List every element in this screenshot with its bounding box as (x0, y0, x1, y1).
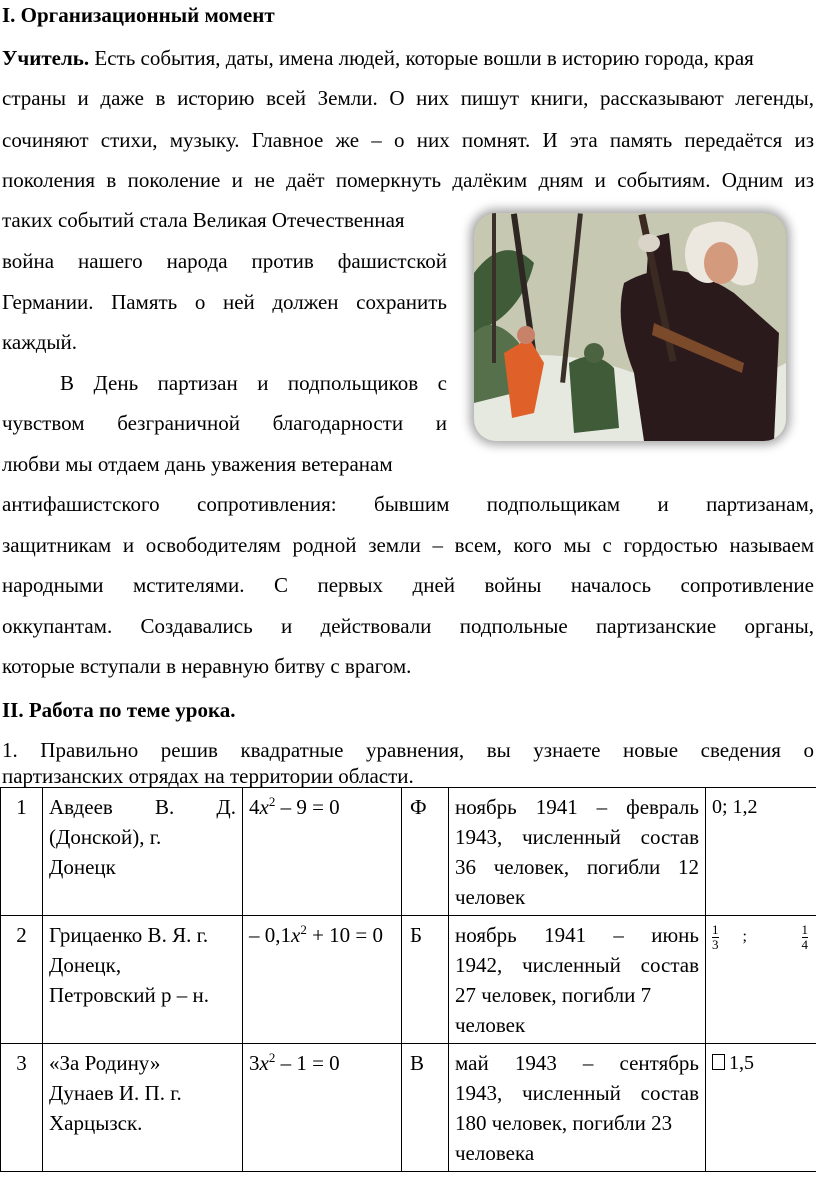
info-line: 1943, численный состав (455, 825, 699, 849)
paragraph-line: которые вступали в неравную битву с врагом. (2, 654, 412, 678)
paragraph-line: В День партизан и подпольщиков с (60, 371, 447, 395)
equation-coefficient: – 0,1 (249, 923, 291, 947)
detachment-name-cell (43, 916, 243, 1044)
equation-cell (243, 788, 402, 916)
row-number: 2 (1, 916, 43, 1044)
equation-rest: – 9 = 0 (275, 795, 340, 819)
name-line: Грицаенко В. Я. г. (49, 923, 209, 947)
paragraph-line: сочиняют стихи, музыку. Главное же – о них помнят. И эта память передаётся из (2, 128, 814, 152)
info-line: ноябрь 1941 – февраль (455, 795, 699, 819)
answer-fraction: $\frac{1}{4}$ (801, 921, 808, 952)
name-line: Авдеев В. Д. (49, 795, 236, 819)
equation-cell (243, 1044, 402, 1172)
paragraph-line: страны и даже в историю всей Земли. О них пишут книги, рассказывают легенды, (2, 86, 814, 110)
paragraph-text: Есть события, даты, имена людей, которые вошли в историю города, края (89, 46, 754, 70)
name-line: (Донской), г. (49, 825, 162, 849)
info-line: 1943, численный состав (455, 1081, 699, 1105)
name-line: Донецк (49, 855, 116, 879)
info-cell (449, 788, 706, 916)
info-line: ноябрь 1941 – июнь (455, 923, 699, 947)
answer-cell: 0; 1,2 (706, 788, 816, 916)
equation-rest: + 10 = 0 (306, 923, 384, 947)
section-2-heading: II. Работа по теме урока. (2, 698, 236, 722)
table-row (1, 788, 816, 916)
letter-cell: Ф (402, 788, 449, 916)
info-cell (449, 1044, 706, 1172)
name-line: Дунаев И. П. г. (49, 1081, 182, 1105)
paragraph-line: поколения в поколение и не даёт померкнуть далёким дням и событиям. Одним из (2, 168, 814, 192)
paragraph-line-1 (2, 45, 814, 71)
missing-glyph-icon (712, 1054, 725, 1070)
paragraph-line: оккупантам. Создавались и действовали подпольные партизанские органы, (2, 614, 814, 638)
equation-exponent: 2 (268, 1050, 276, 1065)
teacher-label: Учитель. (2, 46, 90, 70)
info-line: человека (455, 1141, 535, 1165)
info-cell (449, 916, 706, 1044)
letter-cell: Б (402, 916, 449, 1044)
answer-cell (706, 1044, 816, 1172)
info-line: 1942, численный состав (455, 953, 699, 977)
paragraph-line: таких событий стала Великая Отечественная (2, 208, 405, 232)
task-line: 1. Правильно решив квадратные уравнения, вы узнаете новые сведения о (2, 738, 814, 762)
equation-variable: x (291, 923, 301, 947)
info-line: человек (455, 885, 526, 909)
equation-exponent: 2 (268, 794, 276, 809)
info-line: 36 человек, погибли 12 (455, 855, 699, 879)
letter-cell: В (402, 1044, 449, 1172)
equation-variable: x (259, 1051, 269, 1075)
name-line: Харцызск. (49, 1111, 143, 1135)
answer-fraction: $\frac{1}{3}$ (712, 921, 719, 952)
equation-cell (243, 916, 402, 1044)
name-line: Донецк, (49, 953, 122, 977)
paragraph-line: война нашего народа против фашистской (2, 249, 447, 273)
table-row (1, 1044, 816, 1172)
equation-variable: x (259, 795, 269, 819)
equation-coefficient: 4 (249, 795, 260, 819)
paragraph-line: защитникам и освободителям родной земли – всем, кого мы с гордостью называем (2, 533, 814, 557)
paragraph-line: народными мстителями. С первых дней войны началось сопротивление (2, 573, 814, 597)
detachment-name-cell (43, 1044, 243, 1172)
paragraph-line: любви мы отдаем дань уважения ветеранам (2, 452, 393, 476)
partisan-poster-image (474, 213, 786, 441)
name-line: «За Родину» (49, 1051, 161, 1075)
row-number: 3 (1, 1044, 43, 1172)
equation-exponent: 2 (300, 922, 307, 937)
detachment-name-cell (43, 788, 243, 916)
answer-value: 1,5 (729, 1052, 754, 1074)
equation-coefficient: 3 (249, 1051, 260, 1075)
paragraph-line: антифашистского сопротивления: бывшим подпольщикам и партизанам, (2, 492, 814, 516)
table-row (1, 916, 816, 1044)
name-line: Петровский р – н. (49, 983, 209, 1007)
section-1-heading: I. Организационный момент (2, 3, 275, 27)
info-line: человек (455, 1013, 526, 1037)
info-line: 27 человек, погибли 7 (455, 983, 652, 1007)
answer-cell (706, 916, 816, 1044)
info-line: май 1943 – сентябрь (455, 1051, 699, 1075)
info-line: 180 человек, погибли 23 (455, 1111, 673, 1135)
answer-separator: ; (742, 928, 747, 945)
row-number: 1 (1, 788, 43, 916)
equation-rest: – 1 = 0 (275, 1051, 340, 1075)
partisan-equations-table (0, 787, 816, 1172)
paragraph-line: каждый. (2, 330, 77, 354)
task-line: партизанских отрядах на территории области. (2, 764, 414, 788)
paragraph-line: чувством безграничной благодарности и (2, 411, 447, 435)
paragraph-line: Германии. Память о ней должен сохранить (2, 290, 447, 314)
